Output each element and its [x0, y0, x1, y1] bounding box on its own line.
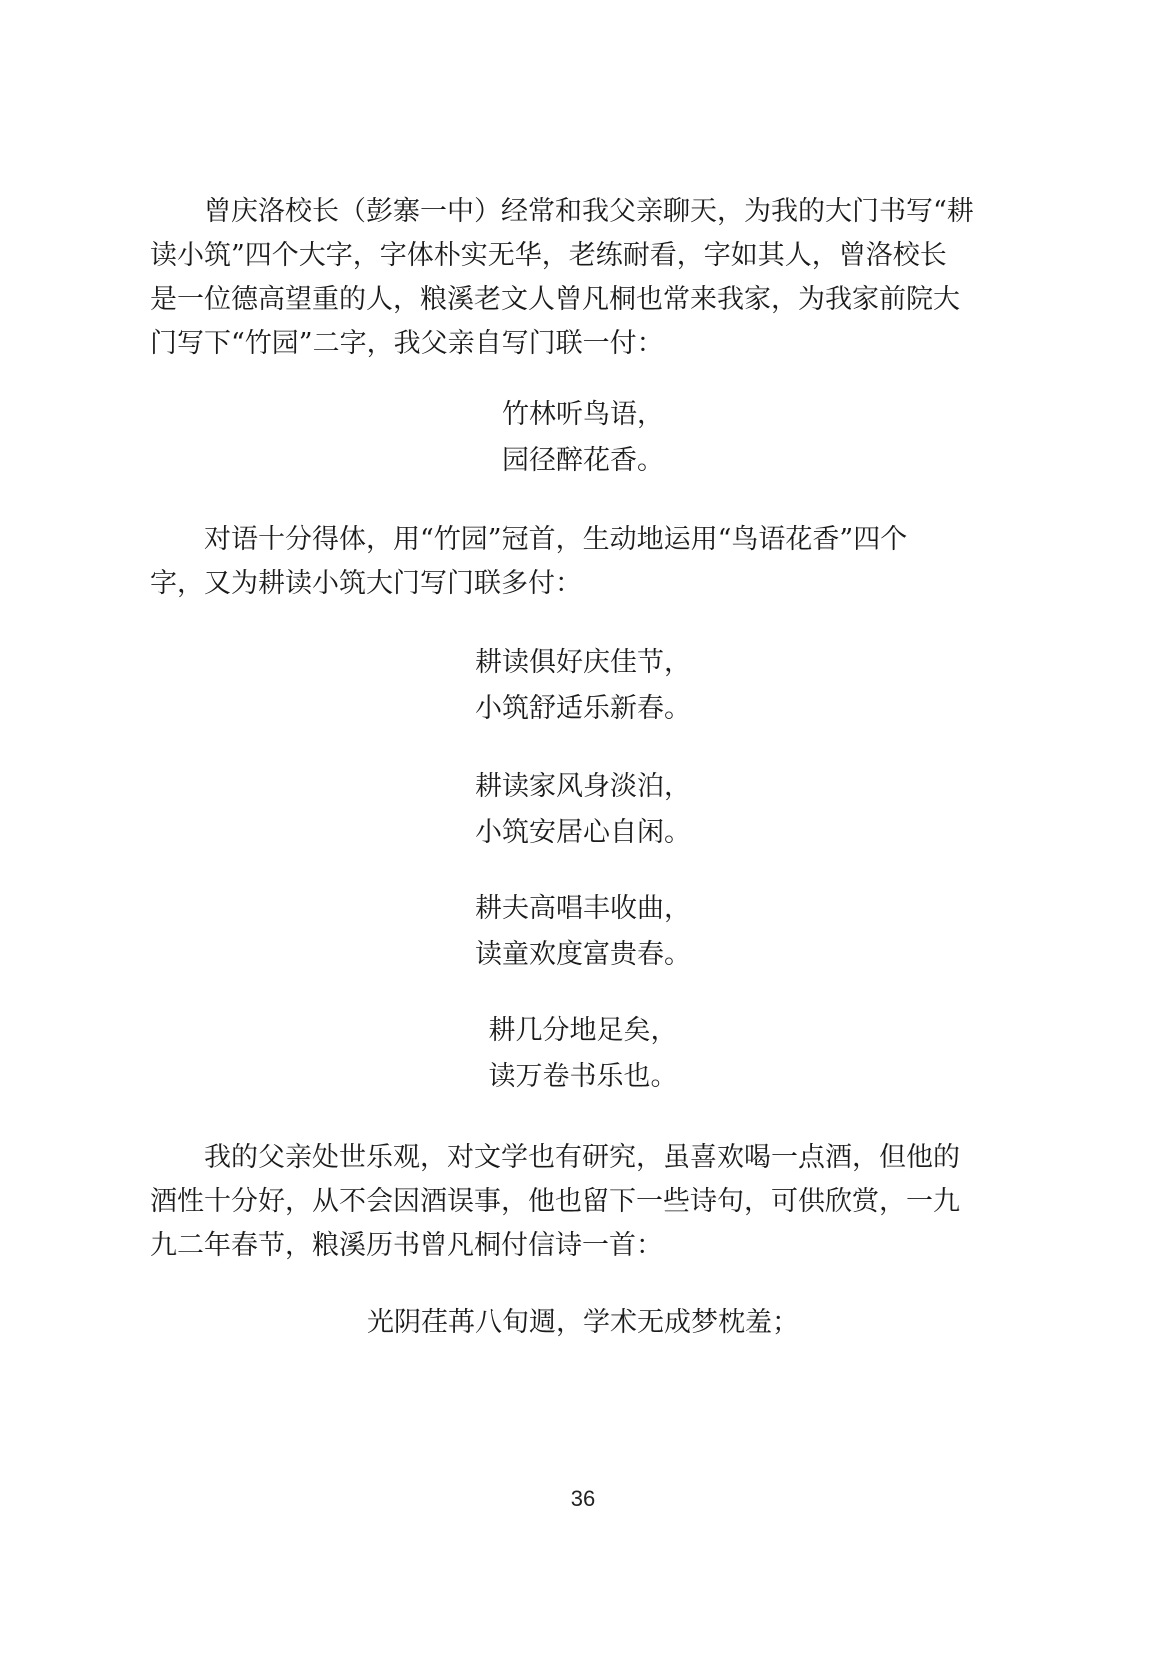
poem-line: 光阴荏苒八旬週，学术无成梦枕羞；: [367, 1307, 799, 1338]
couplet-4: [0, 886, 1166, 978]
couplet-1: [0, 392, 1166, 484]
paragraph-1: [150, 190, 1016, 366]
paragraph-line: 酒性十分好，从不会因酒误事，他也留下一些诗句，可供欣赏，一九: [150, 1186, 960, 1217]
couplet-line-lower: 园径醉花香。: [502, 445, 664, 476]
page-number: 36: [570, 1486, 596, 1511]
couplet-line-lower: 读万卷书乐也。: [488, 1061, 678, 1092]
paragraph-line: 我的父亲处世乐观，对文学也有研究，虽喜欢喝一点酒，但他的: [204, 1142, 960, 1173]
paragraph-2: [150, 518, 1016, 606]
couplet-2: [0, 640, 1166, 732]
couplet-line-upper: 耕几分地足矣，: [488, 1015, 678, 1046]
couplet-3: [0, 764, 1166, 856]
couplet-line-upper: 竹林听鸟语，: [502, 399, 664, 430]
couplet-line-lower: 小筑舒适乐新春。: [475, 693, 691, 724]
paragraph-line: 字，又为耕读小筑大门写门联多付：: [150, 568, 582, 599]
couplet-line-upper: 耕读家风身淡泊，: [475, 771, 691, 802]
paragraph-3: [150, 1136, 1016, 1268]
paragraph-line: 曾庆洛校长（彭寨一中）经常和我父亲聊天，为我的大门书写“耕: [204, 196, 974, 227]
poem: [0, 1300, 1166, 1346]
paragraph-line: 是一位德高望重的人，粮溪老文人曾凡桐也常来我家，为我家前院大: [150, 284, 960, 315]
paragraph-line: 读小筑”四个大字，字体朴实无华，老练耐看，字如其人，曾洛校长: [150, 240, 947, 271]
paragraph-line: 九二年春节，粮溪历书曾凡桐付信诗一首：: [150, 1230, 663, 1261]
couplet-line-upper: 耕读俱好庆佳节，: [475, 647, 691, 678]
paragraph-line: 对语十分得体，用“竹园”冠首，生动地运用“鸟语花香”四个: [204, 524, 908, 555]
couplet-5: [0, 1008, 1166, 1100]
couplet-line-lower: 小筑安居心自闲。: [475, 817, 691, 848]
couplet-line-lower: 读童欢度富贵春。: [475, 939, 691, 970]
couplet-line-upper: 耕夫高唱丰收曲，: [475, 893, 691, 924]
paragraph-line: 门写下“竹园”二字，我父亲自写门联一付：: [150, 328, 664, 359]
